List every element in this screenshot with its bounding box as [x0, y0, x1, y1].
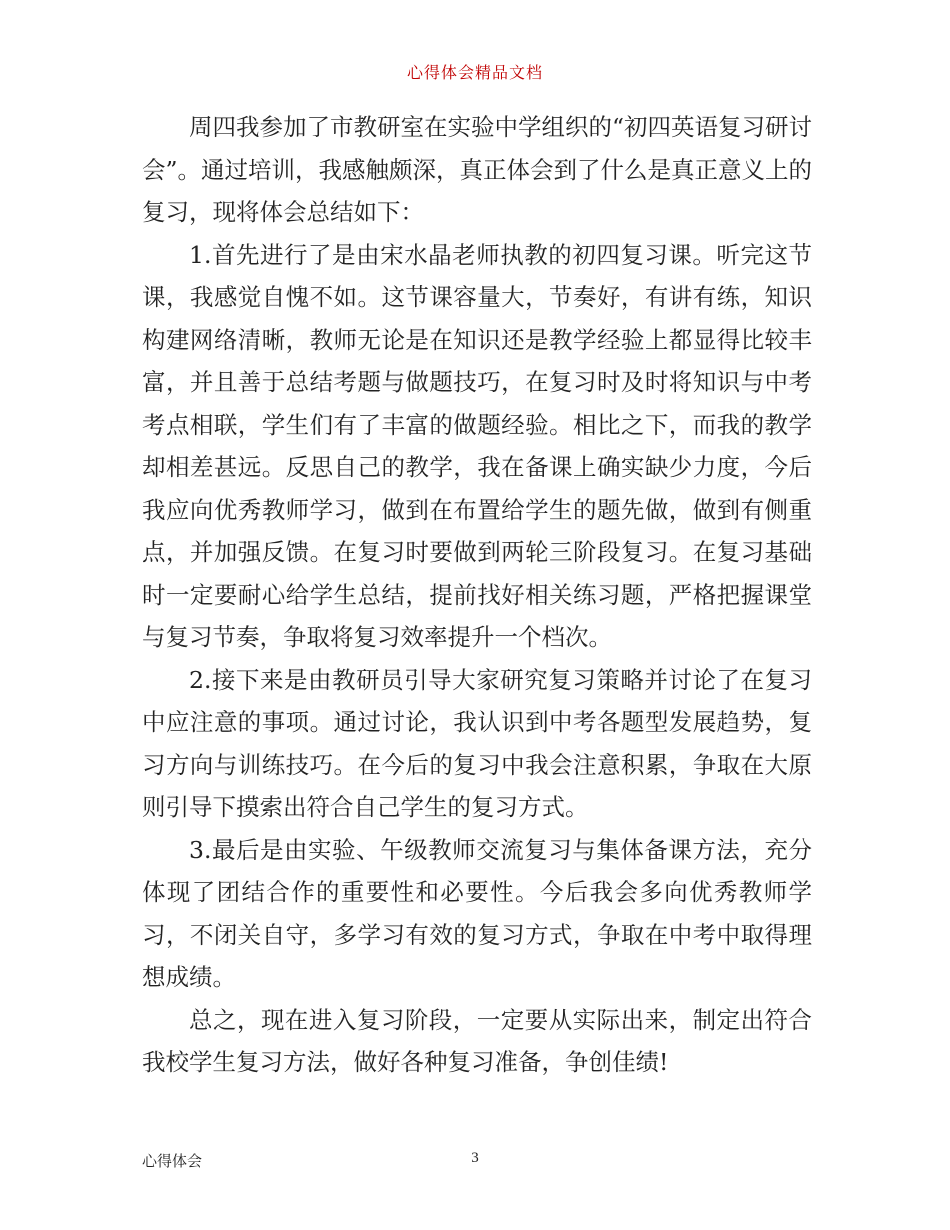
paragraph-point-2: 2.接下来是由教研员引导大家研究复习策略并讨论了在复习中应注意的事项。通过讨论，我认识到中考各题型发展趋势，复习方向与训练技巧。在今后的复习中我会注意积累，争取在大原则引导下摸索出符合自己学生的复习方式。 [142, 665, 812, 821]
paragraph-point-3: 3.最后是由实验、午级教师交流复习与集体备课方法，充分体现了团结合作的重要性和必要性。今后我会多向优秀教师学习，不闭关自守，多学习有效的复习方式，争取在中考中取得理想成绩。 [142, 835, 812, 991]
footer-label: 心得体会 [142, 1152, 203, 1170]
page-number: 3 [471, 1150, 479, 1166]
paragraph-conclusion: 总之，现在进入复习阶段，一定要从实际出来，制定出符合我校学生复习方法，做好各种复习准备，争创佳绩! [142, 1005, 812, 1076]
document-body [142, 106, 812, 1084]
page-header-title: 心得体会精品文档 [406, 63, 543, 82]
paragraph-point-1: 1.首先进行了是由宋水晶老师执教的初四复习课。听完这节课，我感觉自愧不如。这节课容量大，节奏好，有讲有练，知识构建网络清晰，教师无论是在知识还是教学经验上都显得比较丰富，并且善于总结考题与做题技巧，在复习时及时将知识与中考考点相联，学生们有了丰富的做题经验。相比之下，而我的教学却相差甚远。反思自己的教学，我在备课上确实缺少力度，今后我应向优秀教师学习，做到在布置给学生的题先做，做到有侧重点，并加强反馈。在复习时要做到两轮三阶段复习。在复习基础时一定要耐心给学生总结，提前找好相关练习题，严格把握课堂与复习节奏，争取将复习效率提升一个档次。 [142, 240, 812, 651]
paragraph-intro: 周四我参加了市教研室在实验中学组织的“初四英语复习研讨会”。通过培训，我感触颇深，真正体会到了什么是真正意义上的复习，现将体会总结如下： [142, 113, 813, 226]
